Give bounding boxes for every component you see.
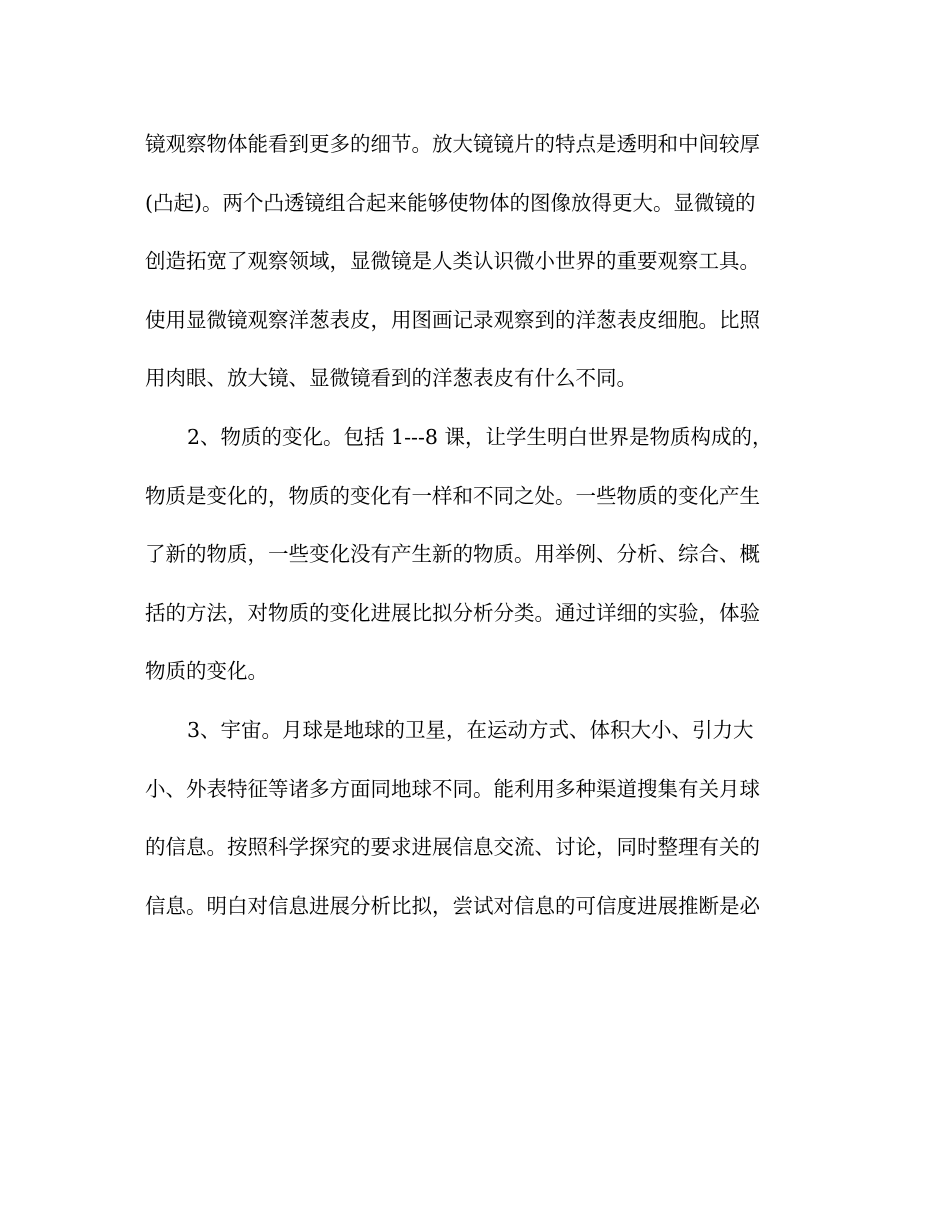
text-line: 物质是变化的，物质的变化有一样和不同之处。一些物质的变化产生	[145, 483, 760, 508]
section-2-heading-line: 2、物质的变化。包括 1---8 课，让学生明白世界是物质构成的，	[187, 424, 773, 449]
text-line: 物质的变化。	[145, 659, 268, 684]
document-body-text	[145, 118, 815, 938]
text-line: 了新的物质，一些变化没有产生新的物质。用举例、分析、综合、概	[145, 542, 760, 567]
text-line: 创造拓宽了观察领域，显微镜是人类认识微小世界的重要观察工具。	[145, 249, 760, 274]
text-line: 使用显微镜观察洋葱表皮，用图画记录观察到的洋葱表皮细胞。比照	[145, 307, 760, 332]
text-line: 信息。明白对信息进展分析比拟，尝试对信息的可信度进展推断是必	[145, 893, 760, 918]
section-3-heading-line: 3、宇宙。月球是地球的卫星，在运动方式、体积大小、引力大	[187, 717, 754, 742]
text-line: 用肉眼、放大镜、显微镜看到的洋葱表皮有什么不同。	[145, 366, 637, 391]
text-line: 小、外表特征等诸多方面同地球不同。能利用多种渠道搜集有关月球	[145, 776, 760, 801]
text-line: 的信息。按照科学探究的要求进展信息交流、讨论，同时整理有关的	[145, 835, 760, 860]
text-line: (凸起)。两个凸透镜组合起来能够使物体的图像放得更大。显微镜的	[145, 190, 756, 215]
text-line: 括的方法，对物质的变化进展比拟分析分类。通过详细的实验，体验	[145, 600, 760, 625]
text-line: 镜观察物体能看到更多的细节。放大镜镜片的特点是透明和中间较厚	[145, 132, 760, 156]
